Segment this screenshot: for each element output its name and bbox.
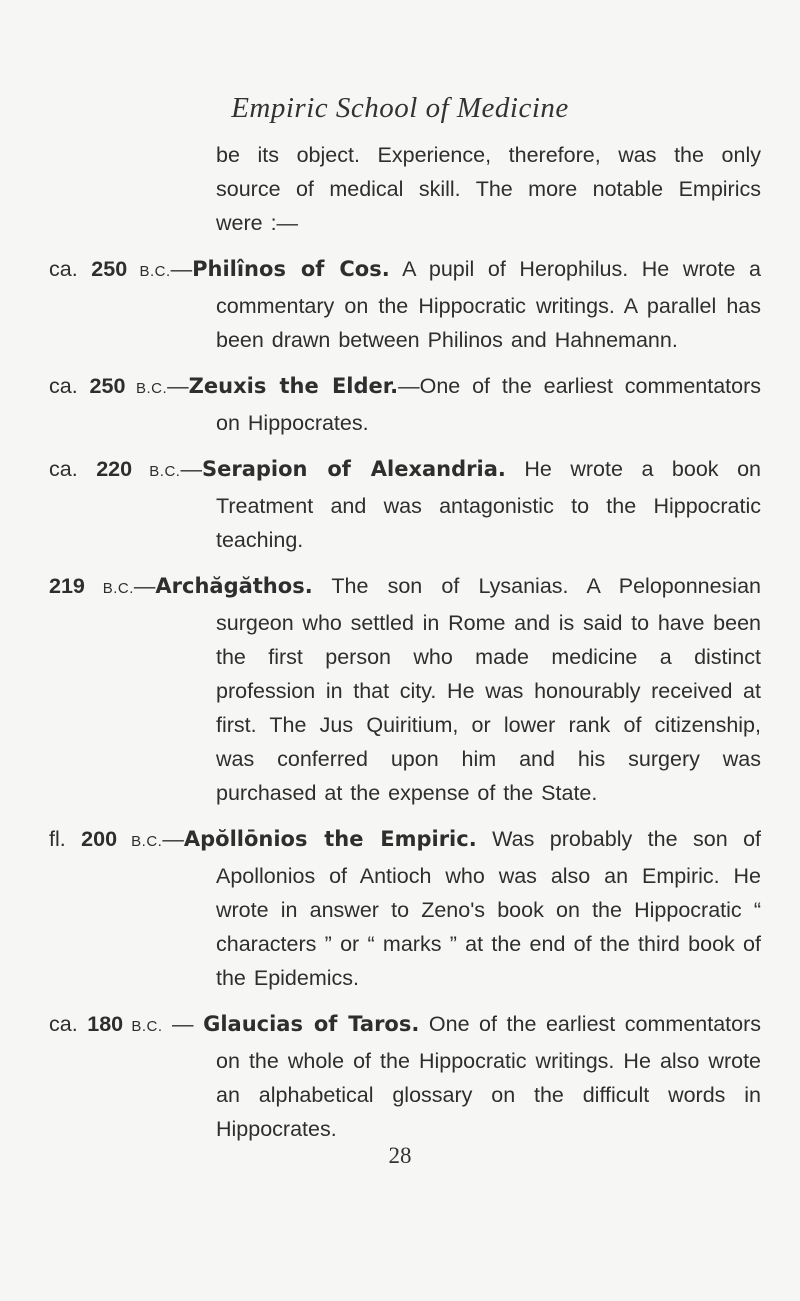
entry-date: ca. 180 B.C. bbox=[49, 1012, 163, 1036]
entry-date: fl. 200 B.C. bbox=[49, 827, 163, 851]
entry-name: Serapion of Alexandria. bbox=[201, 457, 506, 481]
entry-date: ca. 250 B.C. bbox=[49, 257, 171, 281]
entry-date: 219 B.C. bbox=[49, 574, 134, 598]
page-number: 28 bbox=[388, 1143, 412, 1168]
entry-name: Archăgăthos. bbox=[155, 574, 313, 598]
entry-glaucias: ca. 180 B.C. — Glaucias of Taros. One of the earliest commentators on the whole of the Hippocratic writings. He also wrote an alphabetical glossary on the difficult words in Hippocrates. bbox=[49, 1012, 762, 1141]
entry-text: —One of the earliest commentators on Hippocrates. bbox=[216, 374, 762, 435]
entry-archagathos: 219 B.C.—Archăgăthos. The son of Lysanias. A Peloponnesian surgeon who settled in Rome and is said to have been the first person who made medicine a distinct profession in that city. He was honourably received at first. The Jus Quiritium, or lower rank of citizenship, was conferred upon him and his surgery was purchased at the expense of the State. bbox=[49, 574, 762, 805]
entry-apollonios: fl. 200 B.C.—Apŏllōnios the Empiric. Was probably the son of Apollonios of Antioch who was also an Empiric. He wrote in answer to Zeno's book on the Hippocratic “ characters ” or “ marks ” at the end of the third book of the Epidemics. bbox=[49, 827, 762, 990]
entry-text: The son of Lysanias. A Peloponnesian surgeon who settled in Rome and is said to have been the first person who made medicine a distinct profession in that city. He was honourably received at first. The Jus Quiritium, or lower rank of citizenship, was conferred upon him and his surgery was purchased at the expense of the State. bbox=[216, 574, 762, 805]
entry-name: Apŏllōnios the Empiric. bbox=[183, 827, 477, 851]
entry-zeuxis: ca. 250 B.C.—Zeuxis the Elder.—One of the earliest commentators on Hippocrates. bbox=[49, 374, 762, 435]
entry-serapion: ca. 220 B.C.—Serapion of Alexandria. He wrote a book on Treatment and was antagonistic to the Hippocratic teaching. bbox=[49, 457, 761, 552]
entry-name: Zeuxis the Elder. bbox=[188, 374, 399, 398]
entry-date: ca. 220 B.C. bbox=[49, 457, 181, 481]
entry-name: Philînos of Cos. bbox=[192, 257, 390, 281]
entry-philinos: ca. 250 B.C.—Philînos of Cos. A pupil of Herophilus. He wrote a commentary on the Hippocratic writings. A parallel has been drawn between Philinos and Hahnemann. bbox=[49, 257, 761, 352]
running-head: Empiric School of Medicine bbox=[231, 92, 569, 124]
entry-date: ca. 250 B.C. bbox=[49, 374, 168, 398]
entry-text: Was probably the son of Apollonios of Antioch who was also an Empiric. He wrote in answer to Zeno's book on the Hippocratic “ characters ” or “ marks ” at the end of the third book of the Epidemics. bbox=[216, 827, 762, 990]
entry-name: Glaucias of Taros. bbox=[203, 1012, 420, 1036]
entry-text: One of the earliest commentators on the whole of the Hippocratic writings. He also wrote an alphabetical glossary on the difficult words in Hippocrates. bbox=[216, 1012, 762, 1141]
entry-text: A pupil of Herophilus. He wrote a commentary on the Hippocratic writings. A parallel has been drawn between Philinos and Hahnemann. bbox=[216, 257, 761, 352]
entry-text: He wrote a book on Treatment and was antagonistic to the Hippocratic teaching. bbox=[216, 457, 761, 552]
intro-paragraph: be its object. Experience, therefore, was the only source of medical skill. The more notable Empirics were :— bbox=[216, 143, 761, 235]
page-body bbox=[49, 138, 761, 1158]
